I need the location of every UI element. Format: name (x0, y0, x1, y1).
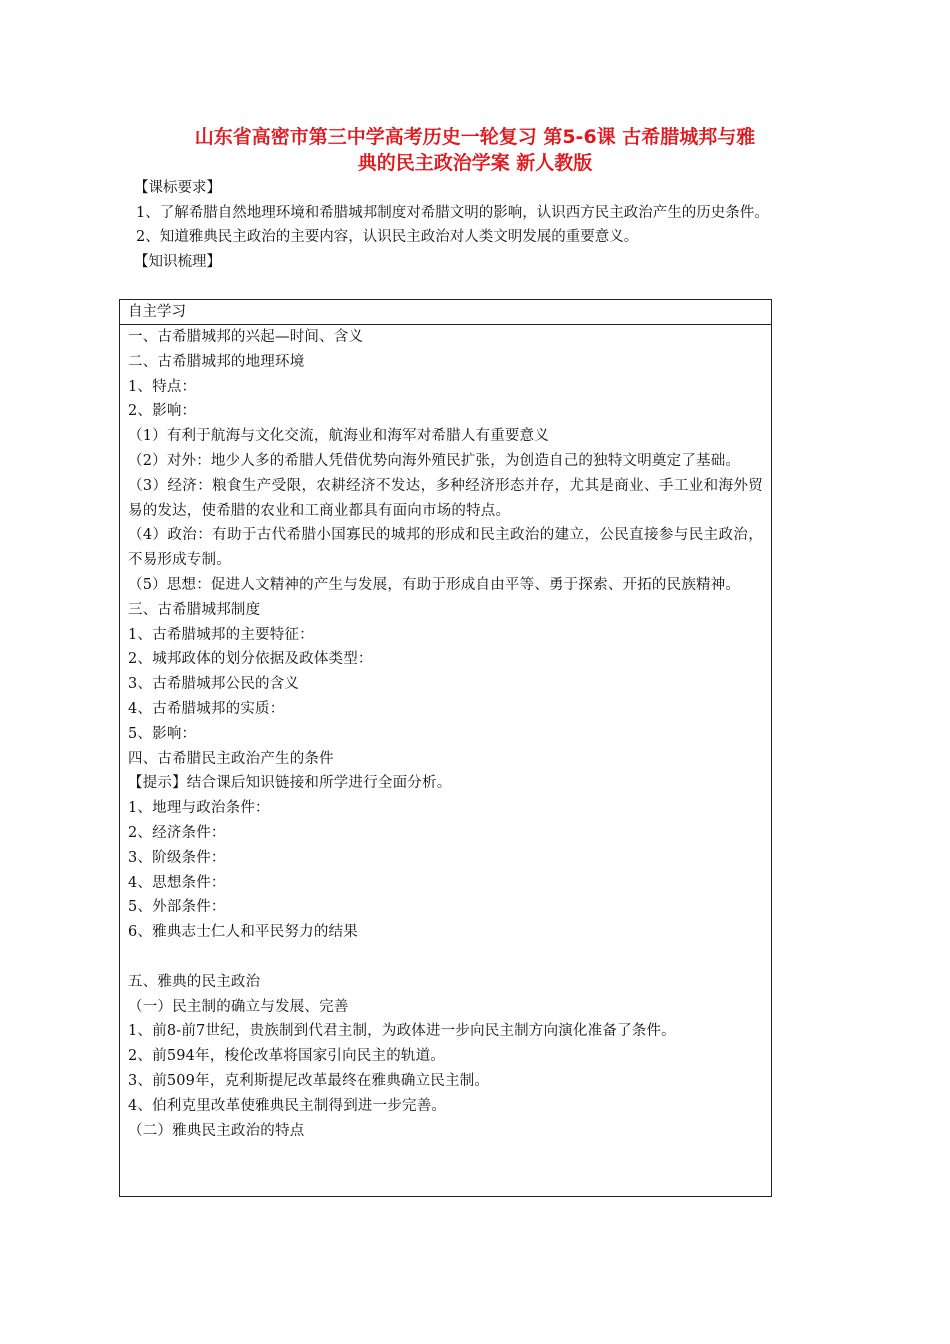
study-line: （5）思想：促进人文精神的产生与发展，有助于形成自由平等、勇于探索、开拓的民族精神。 (128, 576, 741, 593)
study-line: 1、古希腊城邦的主要特征： (128, 626, 314, 643)
document-title (120, 124, 830, 176)
study-line: 2、影响： (128, 403, 197, 420)
curriculum-heading: 【课标要求】 (134, 180, 221, 196)
study-table-body (120, 325, 771, 1143)
study-line: 2、前594年，梭伦改革将国家引向民主的轨道。 (128, 1048, 445, 1065)
knowledge-heading: 【知识梳理】 (134, 254, 221, 271)
study-line: （二）雅典民主政治的特点 (128, 1122, 305, 1139)
study-line: 二、古希腊城邦的地理环境 (128, 353, 305, 370)
study-line: （2）对外：地少人多的希腊人凭借优势向海外殖民扩张，为创造自己的独特文明奠定了基础。 (128, 452, 741, 469)
study-line: 三、古希腊城邦制度 (128, 601, 261, 618)
curriculum-item: 2、知道雅典民主政治的主要内容，认识民主政治对人类文明发展的重要意义。 (136, 229, 639, 246)
study-line: 4、伯利克里改革使雅典民主制得到进一步完善。 (128, 1097, 447, 1114)
study-line: （1）有利于航海与文化交流，航海业和海军对希腊人有重要意义 (128, 428, 550, 445)
study-table-header: 自主学习 (120, 300, 771, 325)
study-line: 5、影响： (128, 725, 197, 742)
study-line: 4、古希腊城邦的实质： (128, 700, 285, 717)
title-line-1: 山东省高密市第三中学高考历史一轮复习 第5-6课 古希腊城邦与雅 (194, 126, 756, 148)
study-line: 1、地理与政治条件： (128, 800, 270, 817)
curriculum-item: 1、了解希腊自然地理环境和希腊城邦制度对希腊文明的影响，认识西方民主政治产生的历史条件。 (136, 204, 769, 221)
study-line: 1、前8-前7世纪，贵族制到代君主制，为政体进一步向民主制方向演化准备了条件。 (128, 1023, 676, 1040)
study-line: 5、外部条件： (128, 899, 226, 916)
study-line: 2、经济条件： (128, 824, 226, 841)
study-line: 3、前509年，克利斯提尼改革最终在雅典确立民主制。 (128, 1072, 490, 1089)
study-line: 【提示】结合课后知识链接和所学进行全面分析。 (128, 775, 452, 792)
study-line: 6、雅典志士仁人和平民努力的结果 (128, 924, 358, 941)
study-line: 4、思想条件： (128, 874, 226, 891)
study-line: （4）政治：有助于古代希腊小国寡民的城邦的形成和民主政治的建立，公民直接参与民主政治，不易形成专制。 (128, 527, 763, 569)
study-line: 一、古希腊城邦的兴起—时间、含义 (128, 329, 364, 345)
curriculum-section (120, 176, 780, 275)
study-line: （一）民主制的确立与发展、完善 (128, 998, 349, 1015)
title-line-2: 典的民主政治学案 新人教版 (357, 152, 593, 174)
blank-line (128, 945, 763, 970)
study-line: 2、城邦政体的划分依据及政体类型： (128, 651, 373, 668)
study-line: 四、古希腊民主政治产生的条件 (128, 750, 334, 767)
study-line: 1、特点： (128, 378, 197, 395)
study-line: 3、阶级条件： (128, 849, 226, 866)
study-table (119, 299, 772, 1197)
study-line: 3、古希腊城邦公民的含义 (128, 676, 300, 693)
study-line: （3）经济：粮食生产受限，农耕经济不发达，多种经济形态并存，尤其是商业、手工业和海外贸易的发达，使希腊的农业和工商业都具有面向市场的特点。 (128, 477, 763, 519)
study-line: 五、雅典的民主政治 (128, 973, 261, 990)
